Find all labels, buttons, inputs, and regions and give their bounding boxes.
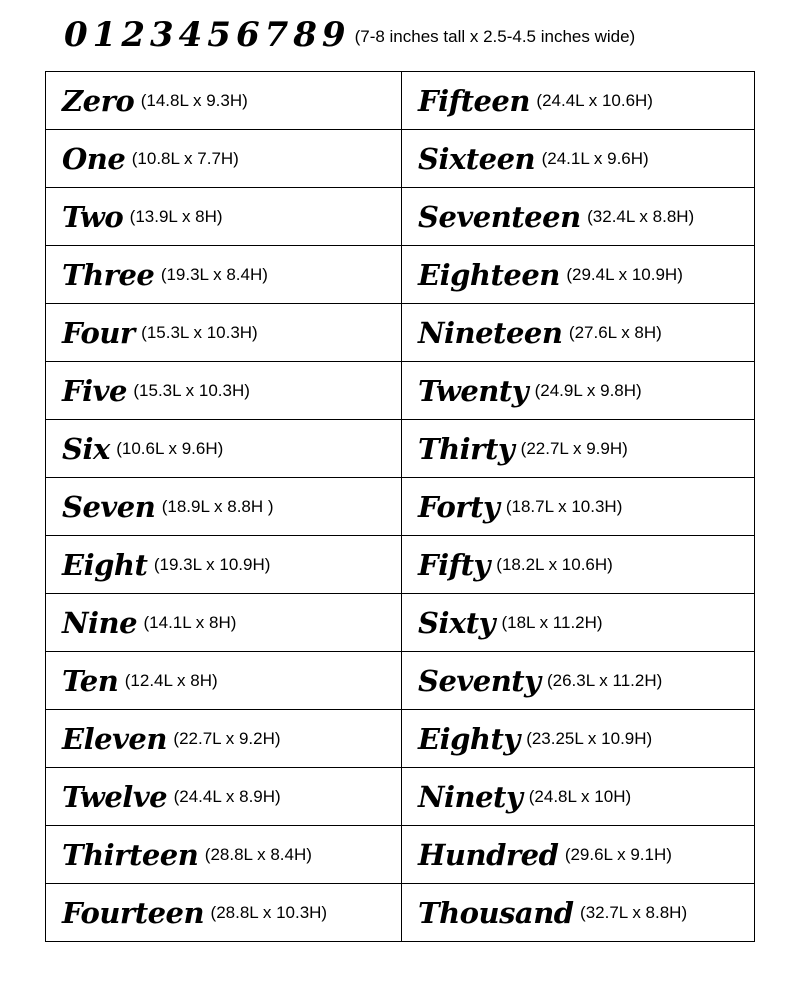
- dimensions-label: (18.9L x 8.8H ): [161, 496, 274, 516]
- dimensions-label: (14.1L x 8H): [143, 612, 237, 632]
- table-row: [46, 884, 755, 942]
- dimensions-label: (27.6L x 8H): [568, 322, 662, 342]
- dimensions-label: (24.8L x 10H): [528, 786, 632, 806]
- dimensions-label: (28.8L x 8.4H): [204, 844, 312, 864]
- number-cell: [46, 884, 402, 942]
- number-cell: [402, 826, 755, 884]
- number-word: Thirty: [418, 431, 515, 466]
- number-word: Sixteen: [418, 141, 536, 176]
- dimensions-label: (24.4L x 8.9H): [173, 786, 281, 806]
- table-row: [46, 710, 755, 768]
- number-cell: [46, 304, 402, 362]
- table-row: [46, 362, 755, 420]
- dimensions-label: (22.7L x 9.2H): [173, 728, 281, 748]
- number-word: Seventy: [418, 663, 541, 698]
- table-body: [46, 72, 755, 942]
- table-row: [46, 478, 755, 536]
- number-word: Thirteen: [62, 837, 199, 872]
- number-cell: [402, 188, 755, 246]
- table-row: [46, 246, 755, 304]
- dimensions-label: (19.3L x 10.9H): [153, 554, 271, 574]
- number-cell: [402, 362, 755, 420]
- table-row: [46, 536, 755, 594]
- number-cell: [46, 536, 402, 594]
- number-cell: [46, 362, 402, 420]
- number-word: Three: [62, 257, 155, 292]
- dimensions-label: (26.3L x 11.2H): [546, 670, 663, 690]
- number-word: Four: [62, 315, 135, 350]
- number-cell: [402, 652, 755, 710]
- number-word: Eleven: [62, 721, 167, 756]
- dimensions-label: (32.4L x 8.8H): [587, 206, 695, 226]
- dimensions-label: (10.6L x 9.6H): [116, 438, 224, 458]
- number-cell: [402, 478, 755, 536]
- number-word: Eighty: [418, 721, 520, 756]
- number-cell: [46, 420, 402, 478]
- number-cell: [402, 710, 755, 768]
- number-word: Fifty: [418, 547, 490, 582]
- number-words-table: [45, 71, 755, 942]
- number-cell: [46, 72, 402, 130]
- number-word: Eight: [62, 547, 148, 582]
- dimensions-label: (24.4L x 10.6H): [536, 90, 653, 110]
- dimensions-label: (12.4L x 8H): [124, 670, 218, 690]
- dimensions-label: (24.1L x 9.6H): [541, 148, 649, 168]
- number-cell: [402, 594, 755, 652]
- number-cell: [402, 246, 755, 304]
- number-cell: [46, 826, 402, 884]
- number-cell: [402, 884, 755, 942]
- number-cell: [402, 72, 755, 130]
- number-cell: [46, 130, 402, 188]
- table-row: [46, 652, 755, 710]
- table-row: [46, 188, 755, 246]
- number-cell: [402, 420, 755, 478]
- table-row: [46, 130, 755, 188]
- number-cell: [46, 710, 402, 768]
- number-word: Seventeen: [418, 199, 581, 234]
- number-cell: [46, 188, 402, 246]
- number-word: Sixty: [418, 605, 495, 640]
- table-row: [46, 826, 755, 884]
- dimensions-label: (10.8L x 7.7H): [131, 148, 239, 168]
- number-cell: [402, 130, 755, 188]
- number-word: Forty: [418, 489, 500, 524]
- dimensions-label: (28.8L x 10.3H): [210, 902, 328, 922]
- dimensions-label: (18.2L x 10.6H): [496, 554, 613, 574]
- number-cell: [402, 304, 755, 362]
- number-word: Ten: [62, 663, 119, 698]
- dimensions-label: (24.9L x 9.8H): [534, 380, 642, 400]
- number-word: Nineteen: [418, 315, 563, 350]
- number-word: Two: [62, 199, 124, 234]
- dimensions-label: (18.7L x 10.3H): [505, 496, 623, 516]
- table-row: [46, 768, 755, 826]
- number-word: One: [62, 141, 126, 176]
- dimensions-label: (29.4L x 10.9H): [566, 264, 683, 284]
- table-row: [46, 420, 755, 478]
- dimensions-label: (15.3L x 10.3H): [133, 380, 250, 400]
- number-word: Hundred: [418, 837, 559, 872]
- number-word: Twelve: [62, 779, 168, 814]
- number-word: Six: [62, 431, 110, 466]
- number-word: Ninety: [418, 779, 523, 814]
- digits-sample: 0123456789: [64, 15, 351, 55]
- number-cell: [46, 478, 402, 536]
- table-row: [46, 304, 755, 362]
- number-word: Five: [62, 373, 127, 408]
- dimensions-label: (32.7L x 8.8H): [580, 902, 688, 922]
- number-cell: [46, 768, 402, 826]
- number-cell: [46, 246, 402, 304]
- dimensions-label: (19.3L x 8.4H): [160, 264, 268, 284]
- number-cell: [46, 652, 402, 710]
- table-row: [46, 72, 755, 130]
- dimensions-label: (13.9L x 8H): [129, 206, 223, 226]
- page-header: [64, 8, 636, 55]
- dimensions-label: (15.3L x 10.3H): [141, 322, 258, 342]
- dimensions-label: (23.25L x 10.9H): [526, 728, 653, 748]
- number-cell: [46, 594, 402, 652]
- dimensions-label: (14.8L x 9.3H): [140, 90, 248, 110]
- number-word: Seven: [62, 489, 156, 524]
- number-cell: [402, 768, 755, 826]
- number-word: Fifteen: [418, 83, 530, 118]
- dimensions-label: (22.7L x 9.9H): [520, 438, 628, 458]
- size-note: (7-8 inches tall x 2.5-4.5 inches wide): [354, 27, 636, 46]
- number-word: Fourteen: [62, 895, 205, 930]
- number-word: Eighteen: [418, 257, 560, 292]
- number-cell: [402, 536, 755, 594]
- number-word: Twenty: [418, 373, 529, 408]
- number-word: Nine: [62, 605, 138, 640]
- table-row: [46, 594, 755, 652]
- number-word: Zero: [62, 83, 135, 118]
- number-word: Thousand: [418, 895, 574, 930]
- dimensions-label: (18L x 11.2H): [501, 612, 603, 632]
- dimensions-label: (29.6L x 9.1H): [564, 844, 672, 864]
